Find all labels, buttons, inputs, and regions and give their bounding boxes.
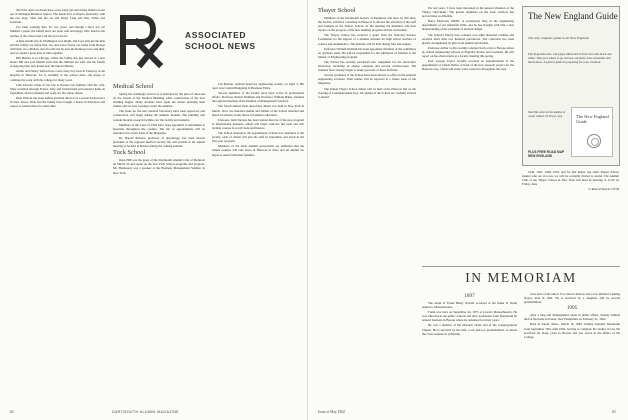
paragraph: The School's library now contains over eight thousand volumes and receives more than two hundred periodicals. The collection has been greatly strengthened by gifts from alumni and friends. xyxy=(422,32,514,45)
paragraph: John Parsons writes of his trip to Europe last summer with his wife. They travelled through France, Italy and Switzerland and returned home in September, much refreshed and ready for the winter ahead. xyxy=(10,82,105,95)
author-signature: S. Russell Stearns CE'38 xyxy=(588,187,619,192)
paragraph: Spring has seemingly arrived as is indicated by the piles of mud and by the advent of the Medical Building when construction of the new building begins. Many students have spent the winter pursuing their studies and are now looking toward the summer. xyxy=(113,92,205,109)
paragraph: 1940, 1947, 1948, 1952, and for that matter any other Thayer School alumni who are in town, we will be cordially invited to attend. The Alumni Club of the Thayer School in New York will hold its meeting at 12:30 on Friday, June xyxy=(522,170,619,187)
paragraph: For ten years, 'I have been interested in the general situation of the Thayer curriculum.' The greater emphasis on the basic sciences has proved most worthwhile. xyxy=(422,6,514,19)
paragraph: The Thayer School has received a grant from the National Science Foundation for the support of a summer institute for high school teachers of science and mathematics. The institute will be held during July and August. xyxy=(318,33,416,46)
memoriam-column-1 xyxy=(422,292,517,404)
issue-label: Issue of May 1962 xyxy=(318,410,345,414)
left-column-3 xyxy=(212,82,304,400)
ad-subtitle: The only complete guide to all New England. xyxy=(528,36,590,40)
divider xyxy=(422,266,620,267)
paragraph: Frank was born on September 24, 1875 at Lowell, Massachusetts. He was educated in the public schools and after graduation from Dartmouth he entered business in Boston where he remained for many years. xyxy=(422,310,517,323)
paragraph: The School announces the appointment of three new members to the faculty, each of whom will join the staff in September and teach in the first-year program. xyxy=(212,131,304,144)
paragraph: A nine-month stay in Washington was bright, and Cora tells me the kids and the family are doing fine. Joe and Carol Taylor are home from Boston with their two children, and Joe tells me he sees the Ramseys now and then, and we spend a great deal of time together. xyxy=(10,38,105,55)
paragraph: Born in Salem, Mass., March 16, 1883, Stanley attended Dartmouth from September 1901 until 1904, leaving to complete his studies in law. He practiced for many years in Boston and was active in the affairs of the College. xyxy=(524,322,620,339)
paragraph: that Fritz and Cora Keen have a new baby girl who hides father's books out of Michigan Business School. The Keens live at Wayne, Kentucky, with the two dogs, Silas and the cat and Ricky Lang and Mrs. Fuller and Gertrude. xyxy=(10,8,105,25)
ad-body: Full magazine size. 144 pages illustrated in full color and black and white. Tells you where to go and see, auctions, fairs, museums and much more. A perfect guide in preparing for your vacation. xyxy=(528,52,612,64)
left-column-2 xyxy=(113,82,205,400)
paragraph: Professor William Kimball has been appointed chairman of the committee on graduate study. He will be responsible for the admission of students to the Master of Engineering program. xyxy=(318,46,416,59)
right-column-2 xyxy=(422,6,514,260)
right-page-number: 63 xyxy=(612,410,616,414)
paragraph: The death of Frank Henry Nowell occurred at his home in North Andover, Massachusetts. xyxy=(422,301,517,310)
paragraph: Members of the Dartmouth Society of Engineers will have by this time, the Society will have a meeting in Hanover to discuss the activities of the staff and students in the Thayer School. At the meeting the members will hear reports on the progress of the new building program and the curriculum. xyxy=(318,16,416,33)
right-page xyxy=(312,0,628,420)
thayer-school-heading: Thayer School xyxy=(318,7,356,14)
paragraph: Professor John Stevens has been named director of the new program in international business, which will begin with the fall term and will include courses in world trade and finance. xyxy=(212,117,304,130)
ad-title: The New England Guide xyxy=(528,11,618,21)
paragraph: Dr. Harold Roberts, professor of physiology, has been elected president of the regional medical society. He will preside at the annual meeting to be held in Boston during the coming autumn. xyxy=(113,135,205,149)
logo-line-1: ASSOCIATED xyxy=(185,30,247,40)
paragraph: Several graduates of the School have been elected to office in the national engineering societies. Their names will be reported in a future issue of the Magazine. xyxy=(318,73,416,86)
class-year: 1897 xyxy=(464,293,475,299)
tuck-school-heading: Tuck School xyxy=(113,149,146,157)
paragraph: Dean Hill was the guest of the Dartmouth Alumni Club of Montreal on March 23 and spoke on the new Tuck School programs and progress. Mr. Hennessey was a speaker at the Business Management Seminar in New York. xyxy=(113,158,205,175)
paragraph: Bill Hartley is in Chicago, where the family has just moved to a new home. Bill and Lois Merrill write that the children are well, and the family is enjoying their new house near the lake in Illinois. xyxy=(10,56,105,69)
paragraph: Members of the Tuck Alumni Association are reminded that the annual reunion will take place in Hanover in June, and all alumni are urged to attend with their families. xyxy=(212,144,304,157)
paragraph: I've been working here for two years, and though I have not yet finished a paper, the family and I are quite well and happy. Mrs. Keen is the teacher of the school and I am the local doctor. xyxy=(10,25,105,38)
paragraph: were born of the union. Two died in infancy and a son, Richard Cushing Noyes, died in 1941. He is survived by a daughter, and by several grandchildren. xyxy=(524,292,620,305)
rx-logo-icon xyxy=(113,10,175,72)
paragraph: The fourth annual Tuck Associates dinner was held in New York in March. Over two hundred alumni and friends of the School attended and heard an address on the future of business education. xyxy=(212,104,304,117)
guide-book-cover xyxy=(571,107,613,157)
paragraph: Dick Walcott has been named assistant director of a research laboratory in New Jersey. Dick and his family have bought a house in Princeton and expect to remain there for some time. xyxy=(10,95,105,109)
paragraph: Barry MacLean, MESE, is extensively busy in the engineering departments of our industrial firms, and he has brought with him a new understanding of the problems of modern design. xyxy=(422,19,514,32)
paragraph: The annual Thayer School dinner will be held at the Hanover Inn on the evening of Commencement Day. All alumni of the School are cordially invited to attend. xyxy=(318,86,416,99)
in-memoriam-heading: IN MEMORIAM xyxy=(465,270,577,285)
ad-offer: PLUS FREE ROAD MAP NEW ENGLAND xyxy=(528,150,565,158)
paragraph: Chi Epsilon, national honorary engineering society, on April 3. His topic was Capital Budgeting in Business Firms. xyxy=(212,82,304,91)
paragraph: After a long and distinguished career in public affairs, Stanley Gilman died at his home in Exeter, New Hampshire on February 21, 1962. xyxy=(524,313,620,322)
left-page xyxy=(0,0,308,420)
ad-order-text: Send this order for the number of copies wanted, $1.50 per copy. xyxy=(528,111,566,118)
left-column-1 xyxy=(10,8,105,406)
memoriam-column-2 xyxy=(524,292,620,404)
seal-icon xyxy=(587,134,601,148)
left-page-number: 62 xyxy=(10,410,14,414)
paragraph: Arthur and Nancy Tobias have a new baby boy born in February at the hospital in Hanover. Art is teaching at the school there and hopes to continue his work with the college for many years. xyxy=(10,69,105,82)
paragraph: The plans for the new medical laboratory have been approved, and construction will begin during the summer months. The building will contain modern research facilities for the faculty and students. xyxy=(113,109,205,122)
class-year: 1905 xyxy=(566,305,578,312)
paragraph: Prof. George Taylor recently received an announcement of the appointment of Chuck Weber as head of the new research project for the Hanover area, which will study water resources throughout the state. xyxy=(422,59,514,72)
new-england-guide-ad[interactable] xyxy=(522,6,620,166)
paragraph: Several members of the faculty have been active in professional affairs. Professor Robert Dunham and Professor William Baker attended the regional meeting of the Institute of Management Sciences. xyxy=(212,91,304,104)
book-cover-title: The New England Guide xyxy=(576,114,609,125)
paragraph: Members of the Class of 1963 have been appointed to internships at hospitals throughout the country. The list of appointments will be announced in a later issue of the Magazine. xyxy=(113,122,205,135)
paragraph: The School has recently purchased new equipment for the electronics laboratory, including an analog computer and several oscilloscopes. The students have already begun to make good use of these facilities. xyxy=(318,59,416,73)
paragraph: Professor Arthur Colby recently returned from a trip to Europe where he visited engineering schools in England, France and Germany. He will report on his observations at a faculty meeting this spring. xyxy=(422,45,514,59)
left-page-magazine-title: DARTMOUTH ALUMNI MAGAZINE xyxy=(112,410,180,414)
logo-caption xyxy=(185,30,256,52)
logo-line-2: SCHOOL NEWS xyxy=(185,41,256,51)
paragraph: He was a member of the Masonic Order and of the Congregational Church. He is survived by his wife, a son and two grandchildren, to whom the Class extends its sympathy. xyxy=(422,323,517,336)
medical-school-heading: Medical School xyxy=(113,83,154,90)
right-column-3 xyxy=(522,170,619,256)
right-column-1 xyxy=(318,6,416,404)
associated-school-news-logo xyxy=(113,10,303,74)
